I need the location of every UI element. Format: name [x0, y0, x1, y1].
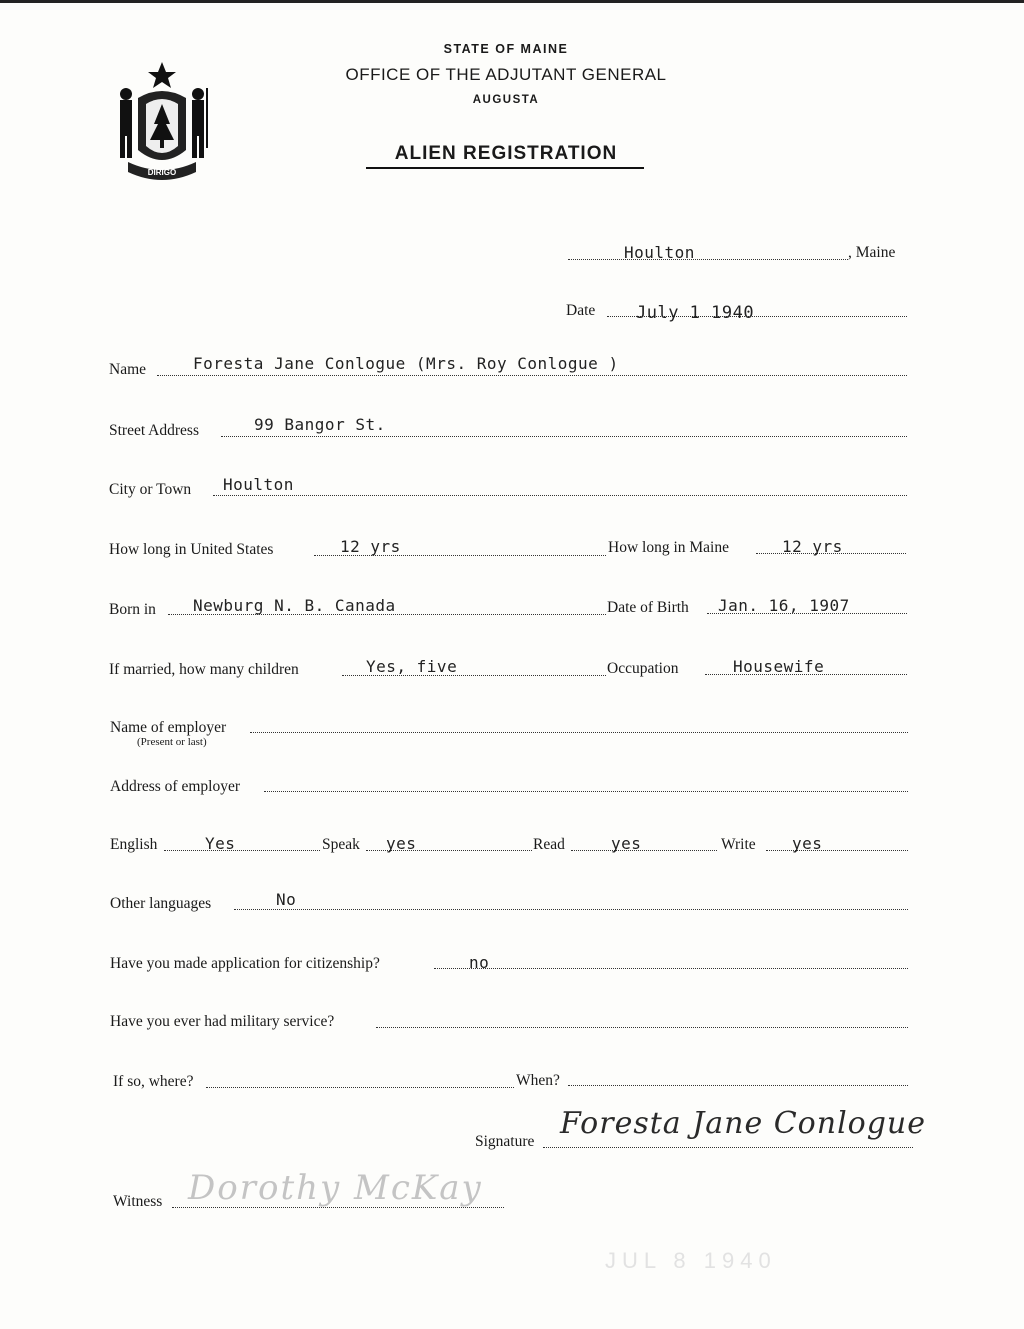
employer-label: Name of employer — [110, 719, 227, 736]
city-value: Houlton — [223, 475, 294, 494]
date-label: Date — [566, 302, 596, 319]
read-value: yes — [611, 834, 642, 853]
street-value: 99 Bangor St. — [254, 415, 386, 434]
born-value: Newburg N. B. Canada — [193, 596, 396, 615]
employer-line — [250, 732, 908, 733]
when-label: When? — [516, 1072, 560, 1089]
speak-label: Speak — [322, 836, 360, 853]
form-title: ALIEN REGISTRATION — [394, 143, 618, 164]
place-value: Houlton — [624, 243, 695, 262]
dob-label: Date of Birth — [607, 599, 689, 616]
when-line — [568, 1085, 908, 1086]
write-value: yes — [792, 834, 823, 853]
city-line — [213, 495, 907, 496]
maine-value: 12 yrs — [782, 537, 843, 556]
city-label: City or Town — [109, 481, 192, 498]
write-label: Write — [721, 836, 756, 853]
header-office: OFFICE OF THE ADJUTANT GENERAL — [345, 65, 667, 84]
children-value: Yes, five — [366, 657, 458, 676]
english-label: English — [110, 836, 158, 853]
dob-value: Jan. 16, 1907 — [718, 596, 850, 615]
header-state: STATE OF MAINE — [443, 42, 569, 56]
witness-handwriting: Dorothy McKay — [188, 1168, 483, 1208]
us-value: 12 yrs — [340, 537, 401, 556]
military-label: Have you ever had military service? — [110, 1013, 335, 1030]
employer-sublabel: (Present or last) — [137, 736, 207, 748]
born-label: Born in — [109, 601, 156, 618]
speak-value: yes — [386, 834, 417, 853]
maine-label: How long in Maine — [608, 539, 729, 556]
signature-line — [543, 1147, 913, 1148]
citizenship-label: Have you made application for citizenship? — [110, 955, 380, 972]
read-label: Read — [533, 836, 565, 853]
citizenship-value: no — [469, 953, 490, 972]
name-line — [157, 375, 907, 376]
street-line — [221, 436, 907, 437]
other-languages-label: Other languages — [110, 895, 212, 912]
street-label: Street Address — [109, 422, 199, 439]
witness-label: Witness — [113, 1193, 163, 1210]
occupation-label: Occupation — [607, 660, 679, 677]
other-languages-line — [234, 909, 908, 910]
date-value: July 1 1940 — [636, 303, 755, 323]
name-value: Foresta Jane Conlogue (Mrs. Roy Conlogue ) — [193, 354, 619, 373]
citizenship-line — [434, 968, 908, 969]
employer-address-line — [264, 791, 908, 792]
received-stamp: JUL 8 1940 — [605, 1248, 777, 1273]
military-line — [376, 1027, 908, 1028]
us-label: How long in United States — [109, 541, 274, 558]
signature-label: Signature — [475, 1133, 535, 1150]
seal-motto: DIRIGO — [147, 168, 177, 177]
write-line — [766, 850, 908, 851]
header-city: AUGUSTA — [472, 94, 540, 106]
where-line — [206, 1087, 514, 1088]
english-line — [164, 850, 320, 851]
occupation-value: Housewife — [733, 657, 825, 676]
scan-edge — [0, 0, 1024, 3]
signature-handwriting: Foresta Jane Conlogue — [560, 1106, 926, 1141]
read-line — [571, 850, 717, 851]
english-value: Yes — [205, 834, 236, 853]
employer-address-label: Address of employer — [110, 778, 240, 795]
children-label: If married, how many children — [109, 661, 299, 678]
other-languages-value: No — [276, 890, 297, 909]
name-label: Name — [109, 361, 147, 378]
place-label: , Maine — [848, 244, 896, 261]
title-underline — [366, 167, 644, 169]
place-line — [568, 259, 848, 260]
where-label: If so, where? — [113, 1073, 194, 1090]
